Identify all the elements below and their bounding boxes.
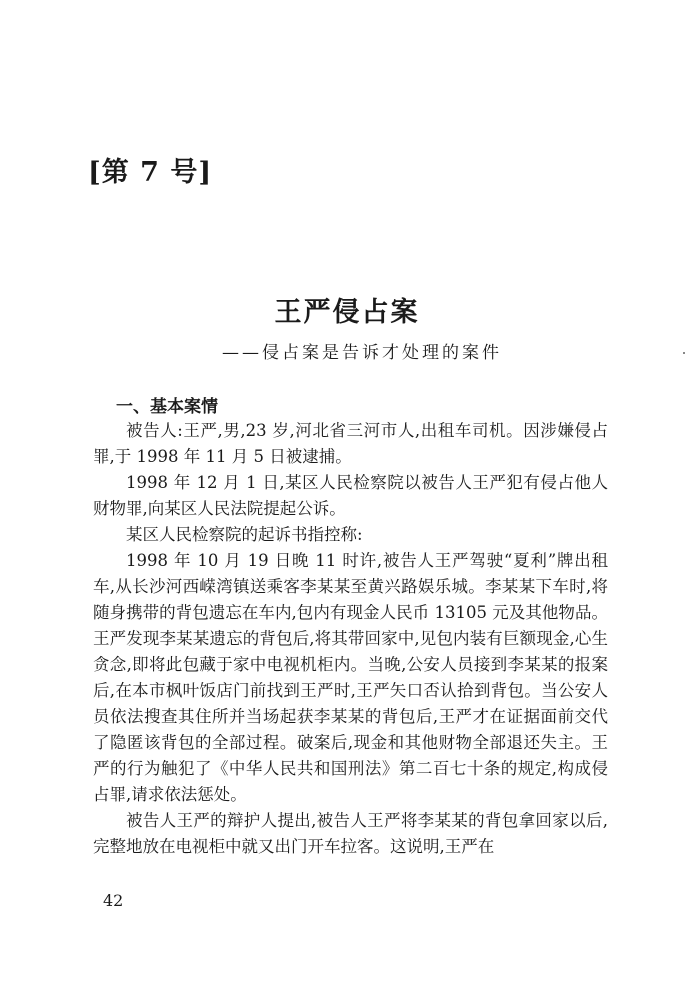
paragraph: 某区人民检察院的起诉书指控称:	[126, 525, 363, 544]
case-subtitle: ——侵占案是告诉才处理的案件	[222, 343, 502, 363]
section-heading: 一、基本案情	[116, 397, 218, 417]
paragraph: 1998 年 12 月 1 日,某区人民检察院以被告人王严犯有侵占他人财物罪,向某区人民法院提起公诉。	[93, 473, 608, 518]
page-number: 42	[103, 891, 124, 910]
case-number: [第 7 号]	[88, 157, 213, 188]
scan-speck	[683, 352, 685, 354]
body-text	[93, 418, 608, 860]
paragraph: 被告人王严的辩护人提出,被告人王严将李某某的背包拿回家以后,完整地放在电视柜中就又出门开车拉客。这说明,王严在	[93, 811, 608, 856]
paragraph: 1998 年 10 月 19 日晚 11 时许,被告人王严驾驶“夏利”牌出租车,从长沙河西嵘湾镇送乘客李某某至黄兴路娱乐城。李某某下车时,将随身携带的背包遗忘在车内,包内有现金人民币 13105 元及其他物品。王严发现李某某遗忘的背包后,将其带回家中,见包内装有巨额现金,心生贪念,即将此包藏于家中电视机柜内。当晚,公安人员接到李某某的报案后,在本市枫叶饭店门前找到王严时,王严矢口否认拾到背包。当公安人员依法搜查其住所并当场起获李某某的背包后,王严才在证据面前交代了隐匿该背包的全部过程。破案后,现金和其他财物全部退还失主。王严的行为触犯了《中华人民共和国刑法》第二百七十条的规定,构成侵占罪,请求依法惩处。	[93, 551, 608, 804]
paragraph: 被告人:王严,男,23 岁,河北省三河市人,出租车司机。因涉嫌侵占罪,于 1998 年 11 月 5 日被逮捕。	[93, 421, 608, 466]
case-title: 王严侵占案	[274, 297, 420, 328]
